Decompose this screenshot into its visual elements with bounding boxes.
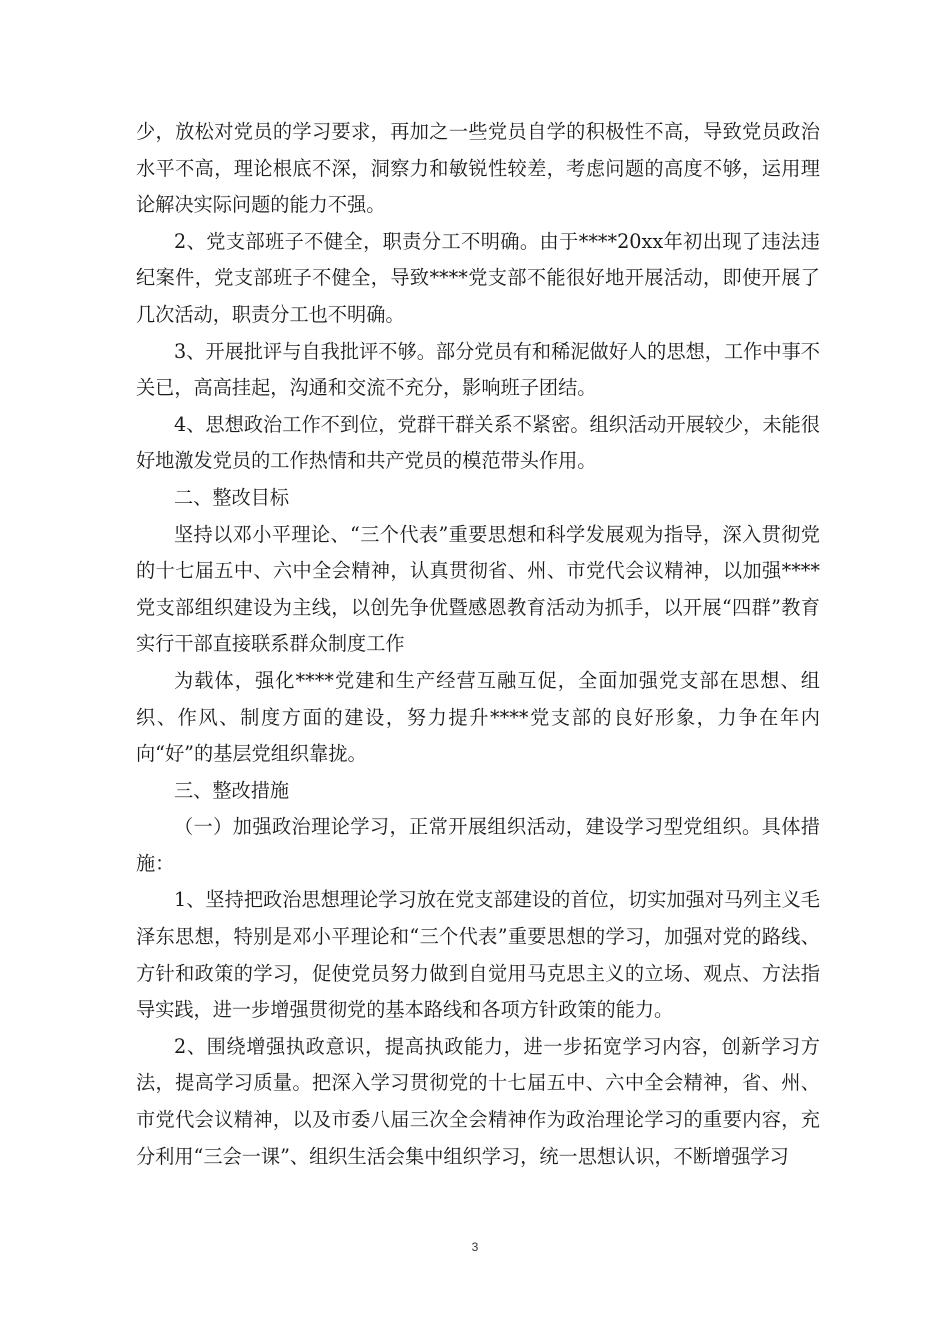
paragraph-4: 4、思想政治工作不到位，党群干群关系不紧密。组织活动开展较少，未能很好地激发党员的工作热情和共产党员的模范带头作用。: [136, 412, 820, 473]
subsection-heading-1: （一）加强政治理论学习，正常开展组织活动，建设学习型党组织。具体措施：: [136, 815, 820, 875]
paragraph-2: 2、党支部班子不健全，职责分工不明确。由于****20xx年初出现了违法违纪案件，党支部班子不健全，导致****党支部不能很好地开展活动，即使开展了几次活动，职责分工也不明确。: [136, 229, 820, 326]
paragraph-6: 坚持以邓小平理论、“三个代表”重要思想和科学发展观为指导，深入贯彻党的十七届五中、六中全会精神，认真贯彻省、州、市党代会议精神，以加强****党支部组织建设为主线，以创先争优暨感恩教育活动为抓手，以开展“四群”教育实行干部直接联系群众制度工作: [136, 522, 820, 656]
paragraph-3: 3、开展批评与自我批评不够。部分党员有和稀泥做好人的思想，工作中事不关已，高高挂起，沟通和交流不充分，影响班子团结。: [136, 339, 820, 400]
paragraph-10: 1、坚持把政治思想理论学习放在党支部建设的首位，切实加强对马列主义毛泽东思想，特别是邓小平理论和“三个代表”重要思想的学习，加强对党的路线、方针和政策的学习，促使党员努力做到自觉用马克思主义的立场、观点、方法指导实践，进一步增强贯彻党的基本路线和各项方针政策的能力。: [136, 888, 820, 1022]
page-number: 3: [471, 1240, 479, 1254]
document-body: [136, 114, 820, 1175]
section-heading-goals: 二、整改目标: [174, 485, 290, 509]
paragraph-11: 2、围绕增强执政意识，提高执政能力，进一步拓宽学习内容，创新学习方法，提高学习质量。把深入学习贯彻党的十七届五中、六中全会精神，省、州、市党代会议精神，以及市委八届三次全会精神作为政治理论学习的重要内容，充分利用“三会一课”、组织生活会集中组织学习，统一思想认识，不断增强学习: [136, 1034, 820, 1168]
section-heading-measures: 三、整改措施: [174, 778, 290, 802]
paragraph-1: 少，放松对党员的学习要求，再加之一些党员自学的积极性不高，导致党员政治水平不高，理论根底不深，洞察力和敏锐性较差，考虑问题的高度不够，运用理论解决实际问题的能力不强。: [136, 120, 820, 217]
paragraph-7: 为载体，强化****党建和生产经营互融互促，全面加强党支部在思想、组织、作风、制度方面的建设，努力提升****党支部的良好形象，力争在年内向“好”的基层党组织靠拢。: [136, 668, 820, 766]
